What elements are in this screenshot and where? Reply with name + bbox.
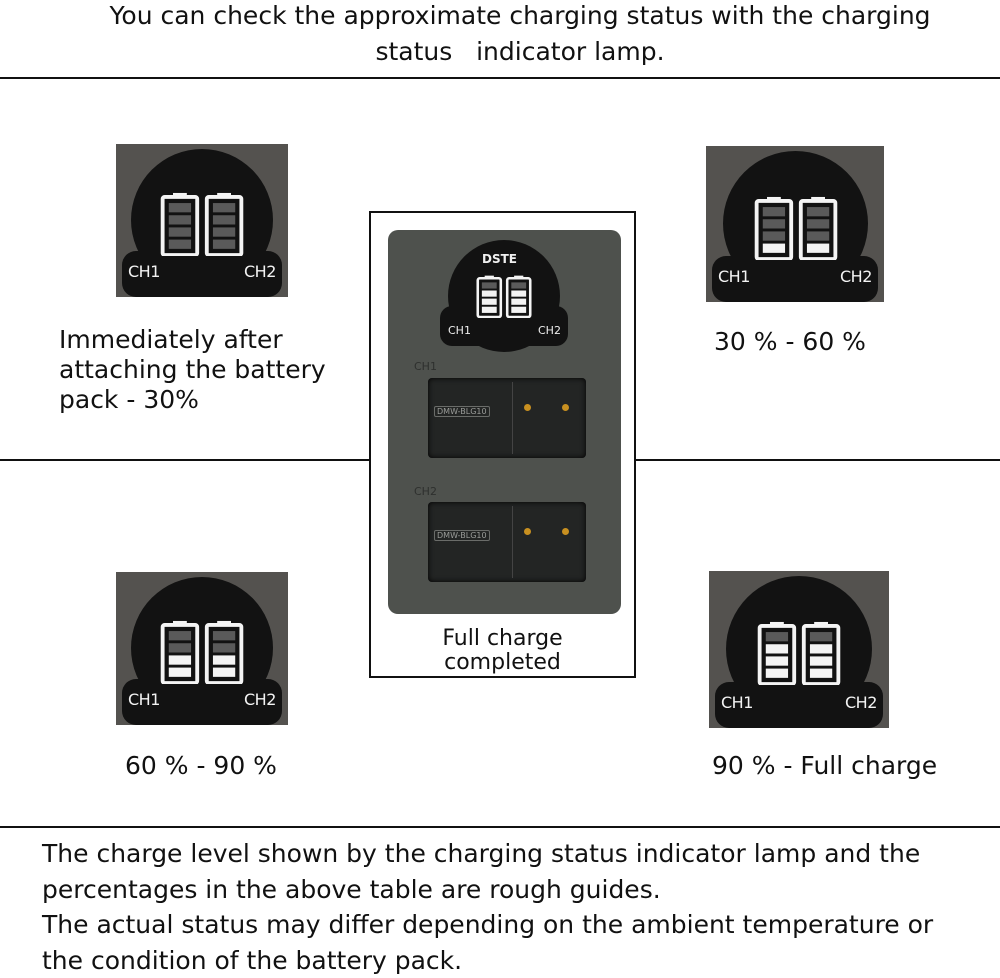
model-tag: DMW-BLG10 bbox=[434, 406, 490, 417]
battery-segment bbox=[169, 203, 191, 212]
battery-segment bbox=[763, 207, 785, 216]
footer-notes bbox=[42, 836, 933, 978]
battery-lamp-icon bbox=[748, 194, 844, 260]
battery-segment bbox=[766, 632, 788, 641]
indicator-panel-30-60 bbox=[706, 146, 884, 302]
model-tag: DMW-BLG10 bbox=[434, 530, 490, 541]
battery-segment bbox=[763, 219, 785, 228]
battery-segment bbox=[807, 244, 829, 253]
battery-segment bbox=[482, 307, 497, 313]
indicator-panel-60-90 bbox=[116, 572, 288, 725]
middle-divider-right bbox=[634, 459, 1000, 461]
footer-line: percentages in the above table are rough guides. bbox=[42, 872, 933, 908]
battery-segment bbox=[213, 668, 235, 677]
battery-segment bbox=[511, 282, 526, 288]
caption-full-charge: 90 % - Full charge bbox=[712, 751, 937, 781]
footer-line: The actual status may differ depending on the ambient temperature or bbox=[42, 907, 933, 943]
battery-segment bbox=[482, 290, 497, 296]
footer-line: The charge level shown by the charging status indicator lamp and the bbox=[42, 836, 933, 872]
battery-segment bbox=[766, 656, 788, 665]
battery-segment bbox=[213, 631, 235, 640]
battery-segment bbox=[807, 219, 829, 228]
battery-segment bbox=[169, 240, 191, 249]
battery-segment bbox=[169, 655, 191, 664]
ch2-label: CH2 bbox=[244, 690, 276, 709]
ch1-label: CH1 bbox=[128, 262, 160, 281]
battery-segment bbox=[766, 669, 788, 678]
ch1-label: CH1 bbox=[721, 693, 753, 712]
battery-lamp-icon bbox=[154, 190, 250, 256]
footer-line: the condition of the battery pack. bbox=[42, 943, 933, 978]
instruction-header bbox=[60, 0, 980, 70]
battery-segment bbox=[511, 299, 526, 305]
slot2-contact-positive bbox=[524, 528, 531, 535]
header-line-1: You can check the approximate charging status with the charging bbox=[60, 0, 980, 34]
battery-segment bbox=[213, 655, 235, 664]
caption-30-60: 30 % - 60 % bbox=[714, 327, 866, 357]
battery-segment bbox=[810, 669, 832, 678]
indicator-panel-full bbox=[709, 571, 889, 728]
battery-segment bbox=[213, 240, 235, 249]
battery-segment bbox=[810, 644, 832, 653]
battery-segment bbox=[810, 632, 832, 641]
middle-divider-left bbox=[0, 459, 370, 461]
slot2-label: CH2 bbox=[414, 485, 437, 498]
battery-slot-1 bbox=[428, 378, 586, 458]
battery-segment bbox=[810, 656, 832, 665]
ch1-label: CH1 bbox=[718, 267, 750, 286]
indicator-panel-immediate bbox=[116, 144, 288, 297]
slot1-contact-negative bbox=[562, 404, 569, 411]
charger-ch2-label: CH2 bbox=[538, 324, 561, 337]
caption-60-90: 60 % - 90 % bbox=[125, 751, 277, 781]
caption-immediate: Immediately after attaching the battery pack - 30% bbox=[59, 325, 326, 415]
battery-segment bbox=[511, 290, 526, 296]
battery-segment bbox=[807, 231, 829, 240]
battery-segment bbox=[482, 282, 497, 288]
battery-segment bbox=[763, 231, 785, 240]
battery-segment bbox=[169, 631, 191, 640]
caption-full-charge-completed: Full charge completed bbox=[371, 627, 634, 675]
battery-segment bbox=[807, 207, 829, 216]
top-divider bbox=[0, 77, 1000, 79]
battery-segment bbox=[213, 215, 235, 224]
charger-ch1-label: CH1 bbox=[448, 324, 471, 337]
header-line-2: status indicator lamp. bbox=[60, 34, 980, 70]
ch2-label: CH2 bbox=[840, 267, 872, 286]
battery-segment bbox=[213, 203, 235, 212]
battery-segment bbox=[213, 643, 235, 652]
battery-segment bbox=[763, 244, 785, 253]
slot1-contact-positive bbox=[524, 404, 531, 411]
ch2-label: CH2 bbox=[845, 693, 877, 712]
brand-logo: DSTE bbox=[482, 252, 517, 266]
battery-segment bbox=[169, 668, 191, 677]
slot2-contact-negative bbox=[562, 528, 569, 535]
charger-battery-lamp-icon bbox=[472, 274, 536, 318]
battery-segment bbox=[169, 227, 191, 236]
charger-figure bbox=[369, 211, 636, 678]
ch1-label: CH1 bbox=[128, 690, 160, 709]
battery-segment bbox=[511, 307, 526, 313]
battery-segment bbox=[766, 644, 788, 653]
battery-slot-2 bbox=[428, 502, 586, 582]
bottom-divider bbox=[0, 826, 1000, 828]
battery-lamp-icon bbox=[751, 619, 847, 685]
charger-body bbox=[388, 230, 621, 614]
battery-segment bbox=[213, 227, 235, 236]
battery-lamp-icon bbox=[154, 618, 250, 684]
ch2-label: CH2 bbox=[244, 262, 276, 281]
battery-segment bbox=[169, 215, 191, 224]
battery-segment bbox=[169, 643, 191, 652]
slot1-label: CH1 bbox=[414, 360, 437, 373]
battery-segment bbox=[482, 299, 497, 305]
